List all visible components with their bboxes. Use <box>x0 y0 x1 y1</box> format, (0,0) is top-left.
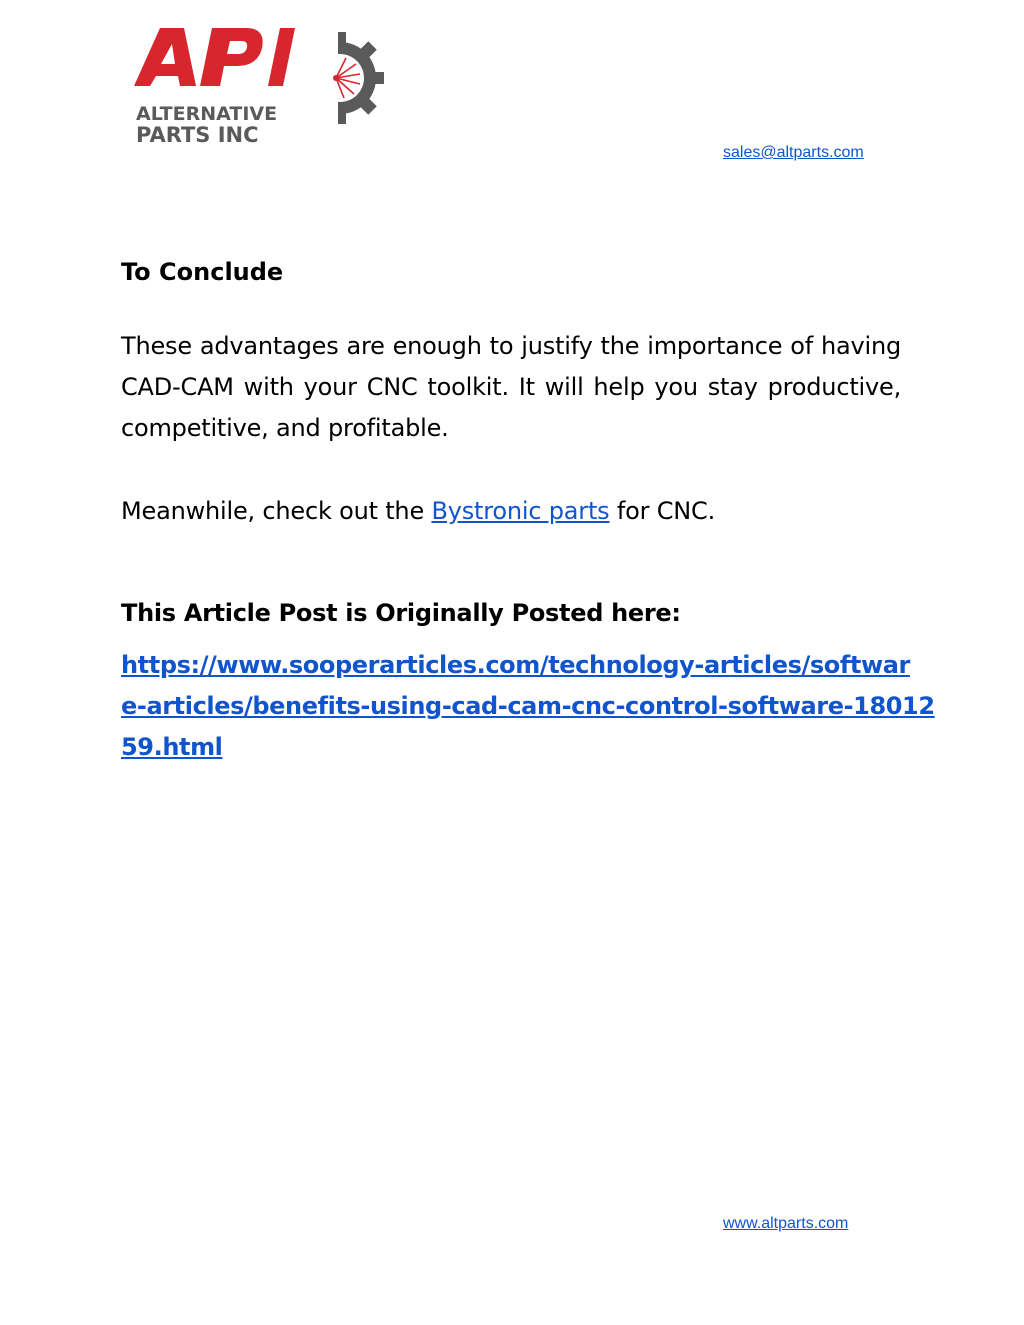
heading-to-conclude: To Conclude <box>121 258 284 286</box>
meanwhile-suffix: for CNC. <box>609 497 716 525</box>
gear-icon <box>300 28 384 128</box>
header-email-link[interactable]: sales@altparts.com <box>723 144 864 161</box>
source-url-line: https://www.sooperarticles.com/technology-articles/softwar <box>121 651 910 679</box>
footer-website-link[interactable]: www.altparts.com <box>723 1215 849 1232</box>
bystronic-parts-link[interactable]: Bystronic parts <box>431 497 610 525</box>
logo-line1: ALTERNATIVE <box>136 103 278 125</box>
conclusion-paragraph: These advantages are enough to justify the importance of having CAD-CAM with your CNC toolkit. It will help you stay productive, competitive, and profitable. <box>121 332 901 442</box>
meanwhile-prefix: Meanwhile, check out the <box>121 497 432 525</box>
source-article-link[interactable] <box>121 645 935 768</box>
heading-originally-posted: This Article Post is Originally Posted here: <box>121 599 681 627</box>
meanwhile-sentence <box>121 493 901 529</box>
source-url-line: e-articles/benefits-using-cad-cam-cnc-control-software-18012 <box>121 692 935 720</box>
company-logo <box>134 26 384 150</box>
source-url-line: 59.html <box>121 733 223 761</box>
logo-line2: PARTS INC <box>136 123 259 147</box>
logo-graphic <box>134 26 384 150</box>
